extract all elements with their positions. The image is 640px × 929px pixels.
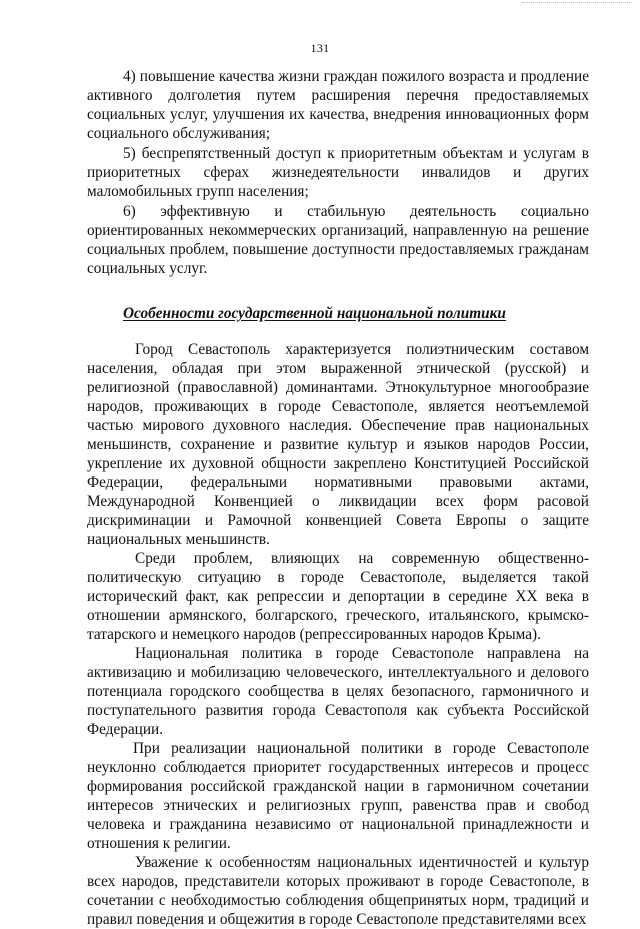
- section-heading: Особенности государственной национальной политики: [123, 305, 506, 322]
- page-content: [87, 67, 589, 929]
- paragraph-problems: Среди проблем, влияющих на современную общественно-политическую ситуацию в городе Севастополе, выделяется такой исторический факт, как репрессии и депортации в середине XX века в отношении армянского, болгарского, греческого, итальянского, крымско-татарского и немецкого народов (репрессированных народов Крыма).: [87, 550, 589, 643]
- paragraph-respect: Уважение к особенностям национальных идентичностей и культур всех народов, представители которых проживают в городе Севастополе, в сочетании с необходимостью соблюдения общепринятых норм, традиций и правил поведения и общежития в городе Севастополе представителями всех: [87, 854, 589, 928]
- paragraph-item-5: 5) беспрепятственный доступ к приоритетным объектам и услугам в приоритетных сферах жизнедеятельности инвалидов и других маломобильных групп населения;: [87, 145, 589, 200]
- paragraph-item-6: 6) эффективную и стабильную деятельность социально ориентированных некоммерческих организаций, направленную на решение социальных проблем, повышение доступности предоставляемых гражданам социальных услуг.: [87, 203, 589, 277]
- paragraph-item-4: 4) повышение качества жизни граждан пожилого возраста и продление активного долголетия путем расширения перечня предоставляемых социальных услуг, улучшения их качества, внедрения инновационных форм социального обслуживания;: [87, 68, 589, 142]
- paragraph-national-policy: Национальная политика в городе Севастополе направлена на активизацию и мобилизацию человеческого, интеллектуального и делового потенциала городского сообщества в целях безопасного, гармоничного и поступательного развития города Севастополя как субъекта Российской Федерации.: [87, 645, 589, 738]
- page-number: 131: [310, 41, 330, 55]
- scan-artifact: [522, 2, 632, 5]
- paragraph-ethnic-composition: Город Севастополь характеризуется полиэтническим составом населения, обладая при этом выраженной этнической (русской) и религиозной (православной) доминантами. Этнокультурное многообразие народов, проживающих в городе Севастополе, является неотъемлемой частью мирового духовного наследия. Обеспечение прав национальных меньшинств, сохранение и развитие культур и языков народов России, укрепление их духовной общности закреплено Конституцией Российской Федерации, федеральными нормативными правовыми актами, Международной Конвенцией о ликвидации всех форм расовой дискриминации и Рамочной конвенцией Совета Европы о защите национальных меньшинств.: [87, 341, 589, 548]
- paragraph-implementation: При реализации национальной политики в городе Севастополе неуклонно соблюдается приоритет государственных интересов и процесс формирования российской гражданской нации в гармоничном сочетании интересов этнических и религиозных групп, равенства прав и свобод человека и гражданина независимо от национальной принадлежности и отношения к религии.: [87, 740, 589, 852]
